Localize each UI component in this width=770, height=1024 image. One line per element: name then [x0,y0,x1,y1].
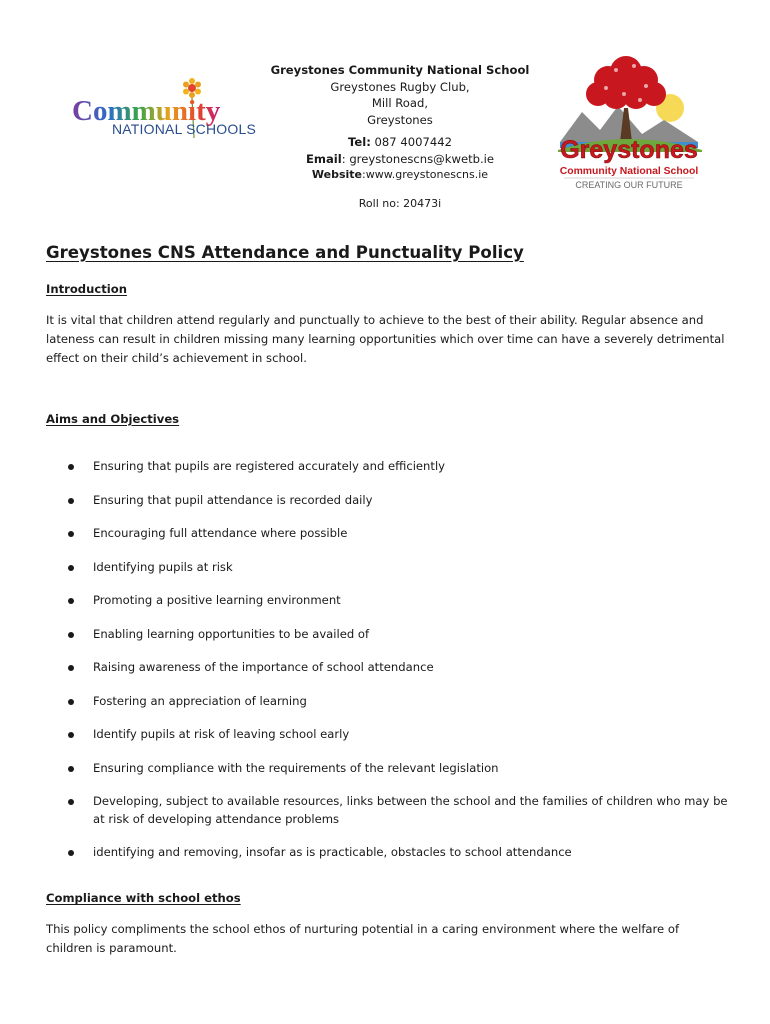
ethos-line-1: This policy compliments the school ethos of nurturing potential in a caring environment where the welfare of [46,922,680,936]
aims-list [46,458,736,862]
email-value[interactable]: : greystonescns@kwetb.ie [341,151,495,166]
website-label: Website [311,168,363,181]
bullet-icon [68,598,74,604]
ethos-line-2: children is paramount. [46,940,177,955]
bullet-icon [68,498,74,504]
school-address-block [230,62,570,212]
list-item: Raising awareness of the importance of school attendance [46,659,736,677]
website-value[interactable]: :www.greystonescns.ie [362,168,489,181]
intro-line-3: effect on their child’s achievement in school. [46,350,307,365]
list-item: Identify pupils at risk of leaving school early [46,726,736,744]
website-line [230,167,570,184]
list-item: Enabling learning opportunities to be availed of [46,626,736,644]
bullet-icon [68,732,74,738]
address-line-3: Greystones [367,112,433,127]
list-item: Promoting a positive learning environment [46,592,736,610]
email-label: Email [305,151,342,166]
introduction-paragraph [46,311,726,367]
list-item: Ensuring compliance with the requirements of the relevant legislation [46,760,736,778]
intro-line-1: It is vital that children attend regularly and punctually to achieve to the best of their ability. Regular absence and [46,313,704,327]
tel-label: Tel: [348,135,371,149]
bullet-icon [68,565,74,571]
logo-word-greystones: Greystones [560,136,698,164]
bullet-icon [68,531,74,537]
roll-number: Roll no: 20473i [358,196,442,210]
bullet-icon [68,799,74,805]
ethos-heading: Compliance with school ethos [46,891,241,905]
community-logo-graphic [70,76,257,152]
logo-tagline: CREATING OUR FUTURE [575,180,683,190]
telephone-line [230,134,570,151]
bullet-icon [68,665,74,671]
bullet-icon [68,766,74,772]
tel-value: 087 4007442 [370,135,452,149]
list-item: Developing, subject to available resources, links between the school and the families of children who may be at risk of developing attendance problems [46,793,736,828]
school-name: Greystones Community National School [270,63,530,77]
address-line-1: Greystones Rugby Club, [330,79,470,94]
introduction-heading: Introduction [46,282,127,296]
bullet-icon [68,699,74,705]
list-item: Identifying pupils at risk [46,559,736,577]
list-item: Ensuring that pupils are registered accurately and efficiently [46,458,736,476]
community-national-schools-logo [70,76,257,152]
ethos-paragraph [46,920,726,958]
document-title: Greystones CNS Attendance and Punctuality Policy [46,243,524,262]
greystones-cns-logo [552,50,706,192]
bullet-icon [68,464,74,470]
list-item: Encouraging full attendance where possible [46,525,736,543]
logo-word-community: Community [72,95,221,127]
bullet-icon [68,850,74,856]
greystones-logo-graphic [552,50,706,192]
list-item: Ensuring that pupil attendance is recorded daily [46,492,736,510]
list-item: identifying and removing, insofar as is practicable, obstacles to school attendance [46,844,736,862]
intro-line-2: lateness can result in children missing many learning opportunities which over time can have a severely detrimental [46,331,725,346]
aims-heading: Aims and Objectives [46,412,180,426]
logo-word-community-national-school: Community National School [559,166,699,177]
bullet-icon [68,632,74,638]
email-line [230,151,570,168]
list-item: Fostering an appreciation of learning [46,693,736,711]
address-line-2: Mill Road, [371,96,429,110]
logo-word-national-schools: NATIONAL SCHOOLS [112,121,257,137]
